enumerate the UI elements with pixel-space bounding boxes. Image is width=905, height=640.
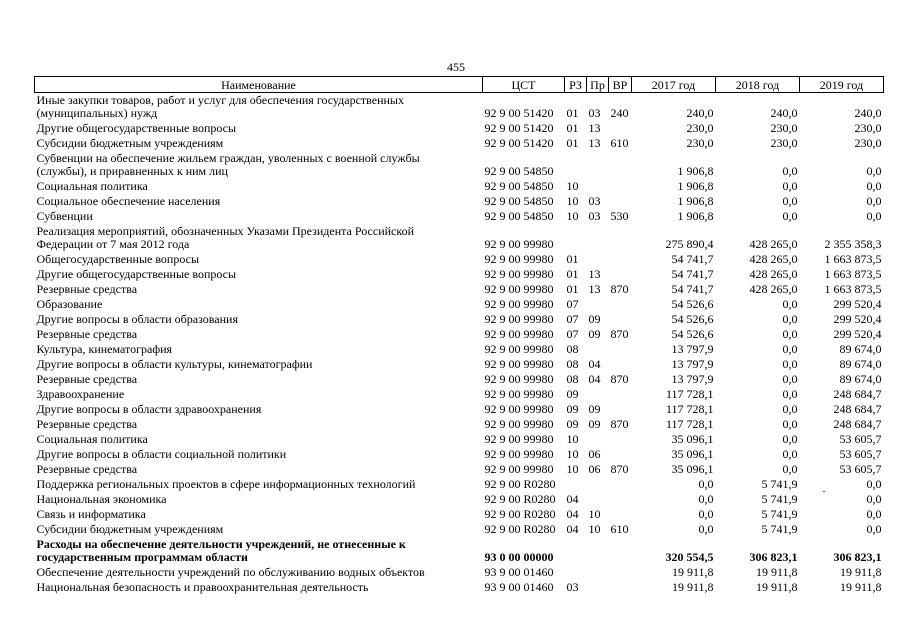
row-rz: 08 [566,372,579,386]
table-row [35,121,884,136]
table-row [35,402,884,417]
row-vr [609,312,632,327]
row-value-2019: 0,0 [866,209,882,223]
row-vr: 870 [610,372,629,386]
row-name: Общегосударственные вопросы [36,252,200,266]
row-value-2018: 0,0 [782,447,798,461]
row-pr: 09 [588,327,601,341]
row-cst: 93 9 00 01460 [484,565,554,579]
table-row [35,224,884,252]
row-pr: 10 [588,507,601,521]
table-row [35,477,884,492]
row-pr [587,179,609,194]
row-rz [565,477,587,492]
row-pr [587,252,609,267]
row-rz: 04 [566,492,579,506]
row-pr [587,580,609,595]
row-value-2018: 0,0 [782,209,798,223]
row-name: Иные закупки товаров, работ и услуг для обеспечения государственных (муниципальных) нужд [36,93,404,120]
row-value-2018: 0,0 [782,179,798,193]
row-rz: 07 [566,327,579,341]
page-number: 455 [447,60,465,74]
table-header [35,77,884,93]
row-rz: 08 [566,357,579,371]
row-name: Национальная безопасность и правоохранительная деятельность [36,580,369,594]
row-pr [587,224,609,252]
row-rz: 10 [566,432,579,446]
row-cst: 92 9 00 99980 [484,387,554,401]
row-name: Другие общегосударственные вопросы [36,267,237,281]
row-value-2018: 428 265,0 [749,252,798,266]
row-cst: 92 9 00 R0280 [484,507,556,521]
row-value-2017: 13 797,9 [671,357,714,371]
row-rz: 07 [566,312,579,326]
row-cst: 92 9 00 54850 [484,209,554,223]
row-name: Субсидии бюджетным учреждениям [36,522,224,536]
row-cst: 92 9 00 99980 [484,417,554,431]
row-cst: 92 9 00 99980 [484,297,554,311]
row-value-2018: 428 265,0 [749,267,798,281]
row-rz [565,565,587,580]
header-cst: ЦСТ [483,77,565,93]
row-value-2018: 19 911,8 [755,580,798,594]
row-vr [609,342,632,357]
row-value-2018: 240,0 [770,106,798,120]
row-cst: 92 9 00 54850 [484,179,554,193]
row-cst: 92 9 00 R0280 [484,522,556,536]
row-cst: 92 9 00 54850 [484,194,554,208]
table-row [35,580,884,595]
row-vr [609,447,632,462]
header-2019: 2019 год [800,77,884,93]
row-rz: 09 [566,402,579,416]
row-pr: 13 [588,121,601,135]
row-name: Субсидии бюджетным учреждениям [36,136,224,150]
row-pr: 04 [588,357,601,371]
row-rz: 01 [566,121,579,135]
row-value-2019: 53 605,7 [839,447,882,461]
row-vr: 870 [610,327,629,341]
row-pr: 10 [588,522,601,536]
table-row [35,209,884,224]
table-row [35,372,884,387]
row-pr [587,297,609,312]
row-vr [609,565,632,580]
table-row [35,282,884,297]
row-value-2017: 35 096,1 [671,462,714,476]
row-value-2017: 54 741,7 [671,252,714,266]
row-cst: 92 9 00 99980 [484,432,554,446]
row-rz: 01 [566,282,579,296]
budget-table [34,76,884,595]
row-vr [609,194,632,209]
row-value-2019: 0,0 [866,179,882,193]
row-vr [609,224,632,252]
row-rz: 10 [566,194,579,208]
table-row [35,432,884,447]
row-cst: 92 9 00 99980 [484,312,554,326]
table-row [35,342,884,357]
row-name: Резервные средства [36,282,138,296]
row-cst: 92 9 00 R0280 [484,492,556,506]
row-value-2017: 117 728,1 [665,387,714,401]
row-value-2018: 0,0 [782,312,798,326]
row-vr: 240 [610,106,629,120]
row-vr [609,357,632,372]
table-row [35,151,884,179]
row-value-2019: 0,0 [866,194,882,208]
row-value-2018: 0,0 [782,327,798,341]
table-row [35,565,884,580]
row-vr: 530 [610,209,629,223]
row-pr: 13 [588,282,601,296]
row-name: Субвенции [36,209,93,223]
row-value-2017: 1 906,8 [677,209,714,223]
row-value-2019: 0,0 [866,522,882,536]
row-value-2017: 54 526,6 [671,297,714,311]
row-value-2017: 13 797,9 [671,372,714,386]
row-pr [587,342,609,357]
row-name: Резервные средства [36,327,138,341]
row-name: Культура, кинематография [36,342,173,356]
row-pr: 06 [588,462,601,476]
row-value-2019: 299 520,4 [833,327,882,341]
row-value-2018: 230,0 [770,136,798,150]
row-rz [565,151,587,179]
row-pr: 03 [588,194,601,208]
table-row [35,267,884,282]
row-value-2018: 428 265,0 [749,282,798,296]
row-name: Здравоохранение [36,387,125,401]
row-value-2017: 230,0 [686,121,714,135]
row-rz: 08 [566,342,579,356]
row-vr [609,297,632,312]
row-cst: 92 9 00 99980 [484,252,554,266]
row-rz: 09 [566,387,579,401]
table-row [35,522,884,537]
row-value-2017: 1 906,8 [677,164,714,178]
row-name: Реализация мероприятий, обозначенных Указами Президента Российской Федерации от 7 мая 2012 года [36,224,415,251]
row-cst: 92 9 00 99980 [484,282,554,296]
row-value-2019: 306 823,1 [833,550,882,564]
table-row [35,93,884,122]
table-row [35,327,884,342]
row-value-2019: 299 520,4 [833,297,882,311]
row-name: Другие вопросы в области культуры, кинематографии [36,357,313,371]
table-row [35,357,884,372]
row-value-2018: 428 265,0 [749,237,798,251]
row-rz: 07 [566,297,579,311]
row-pr [587,432,609,447]
row-cst: 92 9 00 99980 [484,357,554,371]
row-vr: 610 [610,522,629,536]
row-name: Резервные средства [36,372,138,386]
row-value-2019: 89 674,0 [839,372,882,386]
table-row [35,462,884,477]
budget-table-container [34,76,883,595]
row-name: Социальная политика [36,179,148,193]
row-vr [609,252,632,267]
row-value-2017: 0,0 [698,477,714,491]
row-name: Связь и информатика [36,507,146,521]
row-vr [609,267,632,282]
row-value-2018: 0,0 [782,357,798,371]
table-row [35,537,884,565]
row-pr [587,492,609,507]
row-rz: 04 [566,507,579,521]
row-name: Социальная политика [36,432,148,446]
row-value-2019: 230,0 [854,121,882,135]
row-rz: 10 [566,209,579,223]
row-value-2018: 5 741,9 [761,507,798,521]
row-value-2017: 275 890,4 [665,237,714,251]
row-value-2018: 0,0 [782,342,798,356]
header-rz: РЗ [565,77,587,93]
row-pr: 09 [588,402,601,416]
row-value-2018: 0,0 [782,372,798,386]
row-value-2019: 0,0 [866,492,882,506]
row-name: Резервные средства [36,462,138,476]
row-value-2019: 1 663 873,5 [824,252,882,266]
header-pr: Пр [587,77,609,93]
row-value-2017: 0,0 [698,522,714,536]
row-pr: 03 [588,106,601,120]
row-value-2018: 5 741,9 [761,492,798,506]
table-row [35,136,884,151]
row-cst: 93 9 00 01460 [484,580,554,594]
row-vr [609,387,632,402]
row-value-2019: 53 605,7 [839,432,882,446]
row-pr [587,477,609,492]
row-value-2017: 117 728,1 [665,417,714,431]
row-value-2017: 19 911,8 [671,580,714,594]
row-rz [565,224,587,252]
row-name: Социальное обеспечение населения [36,194,221,208]
row-rz: 01 [566,252,579,266]
table-body [35,93,884,596]
row-value-2019: 89 674,0 [839,357,882,371]
row-pr [587,387,609,402]
row-vr [609,507,632,522]
row-rz: 03 [566,580,579,594]
row-value-2018: 0,0 [782,432,798,446]
table-row [35,179,884,194]
header-2018: 2018 год [716,77,800,93]
row-vr [609,151,632,179]
row-pr: 06 [588,447,601,461]
row-cst: 92 9 00 99980 [484,342,554,356]
row-value-2019: 89 674,0 [839,342,882,356]
row-rz: 04 [566,522,579,536]
row-value-2018: 0,0 [782,297,798,311]
row-value-2017: 54 526,6 [671,312,714,326]
table-row [35,417,884,432]
row-cst: 92 9 00 99980 [484,237,554,251]
row-vr [609,477,632,492]
row-vr: 870 [610,282,629,296]
row-value-2019: 19 911,8 [839,580,882,594]
row-value-2019: 230,0 [854,136,882,150]
row-pr [587,537,609,565]
row-rz: 01 [566,136,579,150]
row-cst: 92 9 00 99980 [484,372,554,386]
row-rz: 01 [566,106,579,120]
row-pr [587,565,609,580]
row-vr [609,492,632,507]
row-value-2019: 2 355 358,3 [824,237,882,251]
table-row [35,447,884,462]
row-name: Другие вопросы в области здравоохранения [36,402,262,416]
row-name: Поддержка региональных проектов в сфере информационных технологий [36,477,416,491]
row-pr: 09 [588,417,601,431]
header-name: Наименование [35,77,483,93]
row-value-2017: 35 096,1 [671,447,714,461]
table-row [35,194,884,209]
row-vr [609,179,632,194]
row-vr [609,580,632,595]
row-value-2018: 0,0 [782,417,798,431]
row-value-2017: 0,0 [698,492,714,506]
row-value-2019: 0,0 [866,507,882,521]
row-pr: 13 [588,267,601,281]
row-value-2017: 35 096,1 [671,432,714,446]
row-name: Национальная экономика [36,492,167,506]
row-name: Другие вопросы в области социальной политики [36,447,287,461]
row-cst: 92 9 00 99980 [484,267,554,281]
row-rz: 10 [566,462,579,476]
row-value-2017: 54 526,6 [671,327,714,341]
row-value-2018: 5 741,9 [761,522,798,536]
row-vr: 870 [610,417,629,431]
row-value-2019: 1 663 873,5 [824,282,882,296]
row-value-2017: 54 741,7 [671,267,714,281]
row-cst: 92 9 00 51420 [484,121,554,135]
header-2017: 2017 год [632,77,716,93]
row-vr: 870 [610,462,629,476]
row-value-2018: 19 911,8 [755,565,798,579]
row-cst: 92 9 00 R0280 [484,477,556,491]
row-cst: 92 9 00 51420 [484,136,554,150]
row-value-2019: 248 684,7 [833,387,882,401]
row-name: Другие общегосударственные вопросы [36,121,237,135]
row-value-2018: 306 823,1 [749,550,798,564]
row-value-2018: 0,0 [782,194,798,208]
row-value-2017: 19 911,8 [671,565,714,579]
row-rz: 10 [566,179,579,193]
row-name: Обеспечение деятельности учреждений по обслуживанию водных объектов [36,565,425,579]
row-value-2017: 1 906,8 [677,179,714,193]
row-value-2018: 5 741,9 [761,477,798,491]
row-value-2019: 299 520,4 [833,312,882,326]
row-value-2019: 240,0 [854,106,882,120]
row-name: Расходы на обеспечение деятельности учреждений, не отнесенные к государственным программам области [36,537,406,564]
row-rz: 01 [566,267,579,281]
table-row [35,252,884,267]
row-pr: 03 [588,209,601,223]
row-cst: 92 9 00 99980 [484,402,554,416]
row-value-2017: 240,0 [686,106,714,120]
row-value-2019: 248 684,7 [833,417,882,431]
row-value-2017: 117 728,1 [665,402,714,416]
row-value-2019: 248 684,7 [833,402,882,416]
row-vr [609,402,632,417]
row-value-2018: 230,0 [770,121,798,135]
row-vr [609,121,632,136]
row-pr: 04 [588,372,601,386]
header-vr: ВР [609,77,632,93]
table-row [35,297,884,312]
row-cst: 93 0 00 00000 [484,550,554,564]
table-row [35,387,884,402]
row-pr: 09 [588,312,601,326]
row-value-2017: 0,0 [698,507,714,521]
row-value-2018: 0,0 [782,387,798,401]
row-vr [609,432,632,447]
row-value-2018: 0,0 [782,402,798,416]
row-rz [565,537,587,565]
row-vr [609,537,632,565]
table-row [35,312,884,327]
row-cst: 92 9 00 99980 [484,462,554,476]
row-value-2017: 13 797,9 [671,342,714,356]
row-rz: 09 [566,417,579,431]
row-rz: 10 [566,447,579,461]
row-cst: 92 9 00 51420 [484,106,554,120]
row-name: Другие вопросы в области образования [36,312,238,326]
row-value-2017: 54 741,7 [671,282,714,296]
scan-speck: · [822,484,826,498]
table-row [35,507,884,522]
header-row [35,77,884,93]
row-value-2019: 1 663 873,5 [824,267,882,281]
row-value-2019: 0,0 [866,164,882,178]
row-name: Образование [36,297,103,311]
row-value-2018: 0,0 [782,462,798,476]
row-value-2019: 53 605,7 [839,462,882,476]
row-cst: 92 9 00 54850 [484,164,554,178]
row-vr: 610 [610,136,629,150]
row-value-2019: 0,0 [866,477,882,491]
row-pr: 13 [588,136,601,150]
row-value-2017: 320 554,5 [665,550,714,564]
row-cst: 92 9 00 99980 [484,327,554,341]
row-pr [587,151,609,179]
row-name: Резервные средства [36,417,138,431]
row-cst: 92 9 00 99980 [484,447,554,461]
row-name: Субвенции на обеспечение жильем граждан, уволенных с военной службы (службы), и приравненных к ним лиц [36,151,420,178]
row-value-2018: 0,0 [782,164,798,178]
row-value-2017: 230,0 [686,136,714,150]
row-value-2019: 19 911,8 [839,565,882,579]
table-row [35,492,884,507]
row-value-2017: 1 906,8 [677,194,714,208]
